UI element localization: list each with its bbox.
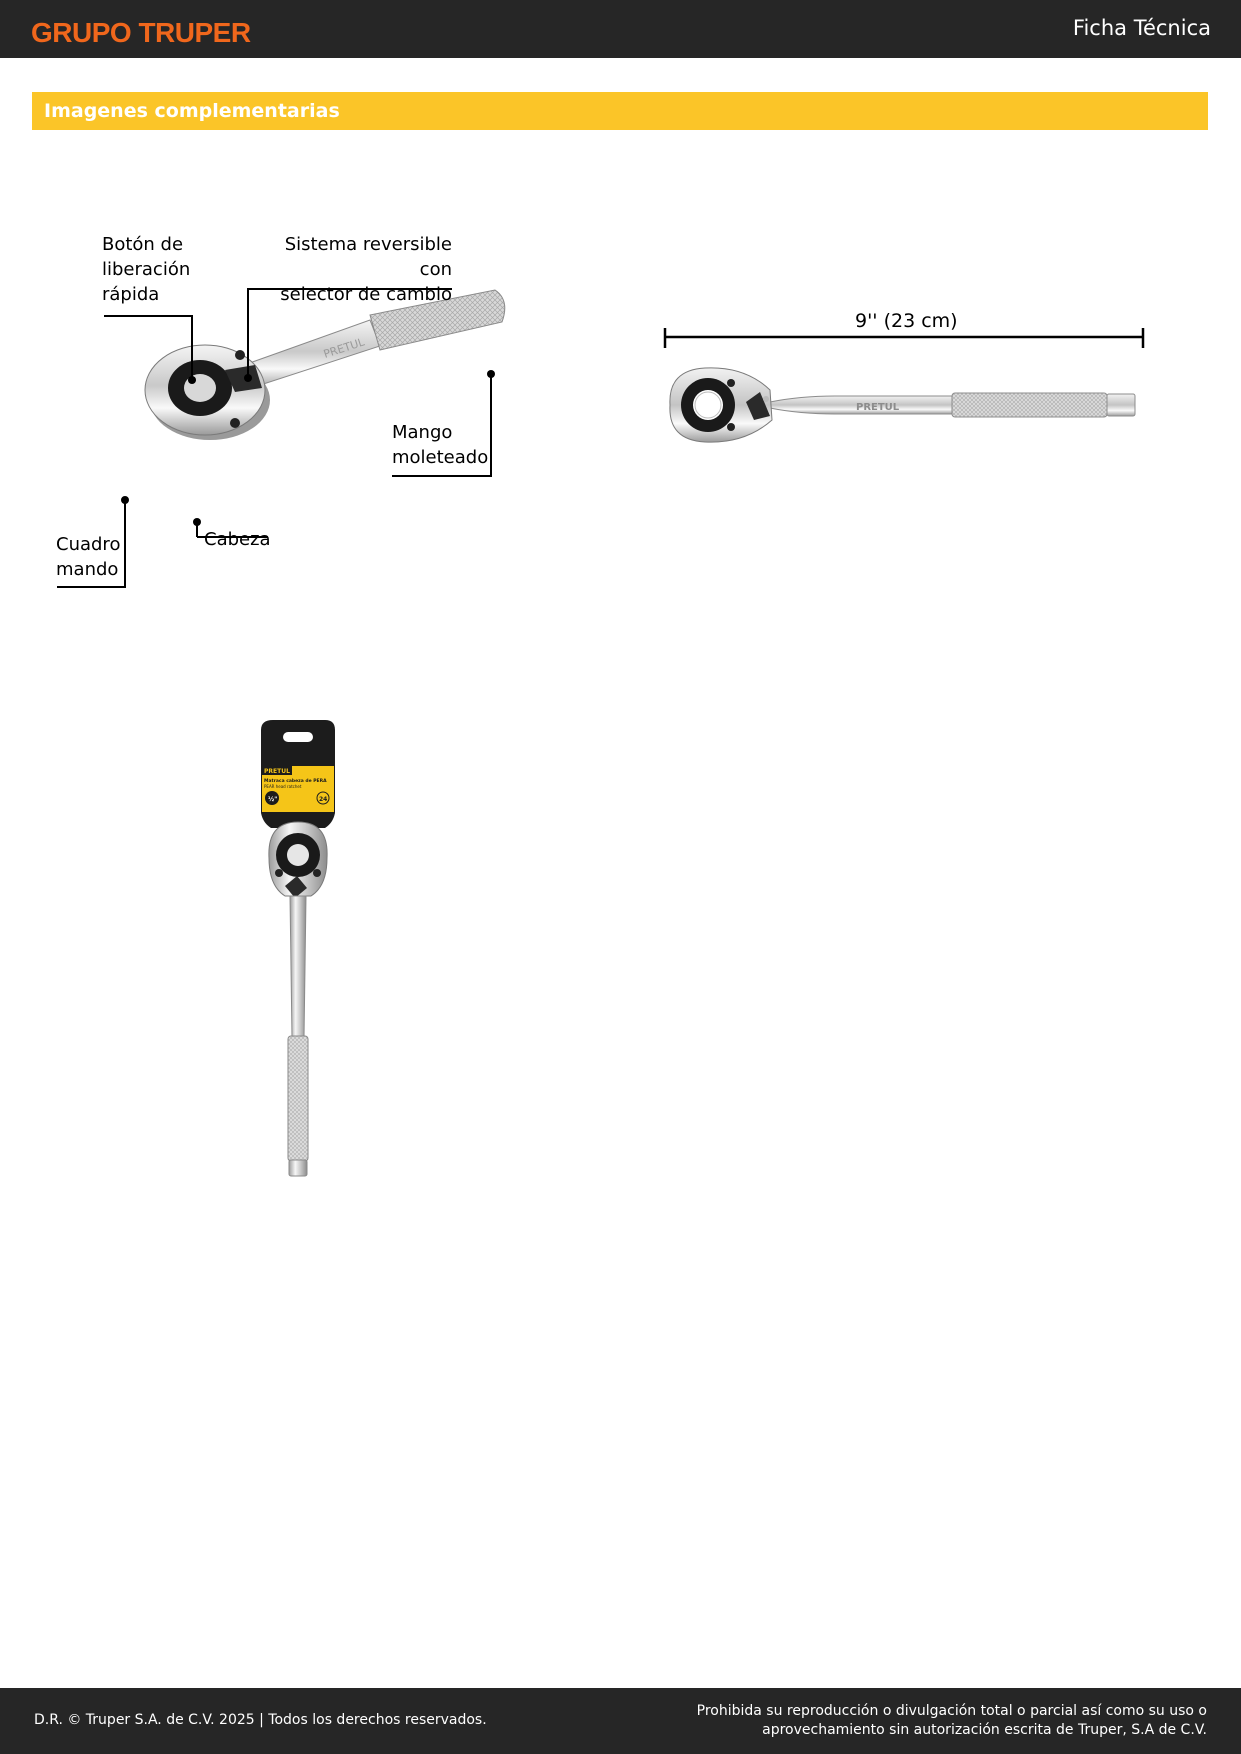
ratchet-packaging-image xyxy=(255,718,345,1178)
package-title: Matraca cabeza de PERA xyxy=(264,779,327,784)
callout-square-drive: Cuadro mando xyxy=(56,534,121,580)
engraving-text: PRETUL xyxy=(321,335,367,361)
dimension-label: 9'' (23 cm) xyxy=(855,310,958,332)
section-header xyxy=(32,92,1208,130)
callout-head: Cabeza xyxy=(204,529,271,550)
footer-copyright: D.R. © Truper S.A. de C.V. 2025 | Todos los derechos reservados. xyxy=(34,1712,487,1728)
brand-logo: GRUPO TRUPER xyxy=(31,17,251,48)
footer-bar xyxy=(0,1688,1241,1754)
callout-knurled-handle: Mango moleteado xyxy=(392,422,489,468)
header-bar xyxy=(0,0,1241,58)
package-brand: PRETUL xyxy=(264,768,290,775)
footer-disclaimer: Prohibida su reproducción o divulgación total o parcial así como su uso o aprovechamiento sin autorización escrita de Truper, S.A de C.V. xyxy=(696,1703,1207,1738)
section-title: Imagenes complementarias xyxy=(44,100,340,122)
engraving-text: PRETUL xyxy=(856,402,900,413)
package-teeth: 24 xyxy=(319,796,328,803)
callout-reversible-system: Sistema reversible con selector de cambio xyxy=(280,234,452,305)
callout-release-button: Botón de liberación rápida xyxy=(102,234,191,305)
document-type: Ficha Técnica xyxy=(1072,16,1211,40)
package-subtitle: PEAR head ratchet xyxy=(264,784,302,789)
ratchet-dimension-image xyxy=(660,320,1150,460)
package-drive-size: ½" xyxy=(268,796,278,803)
